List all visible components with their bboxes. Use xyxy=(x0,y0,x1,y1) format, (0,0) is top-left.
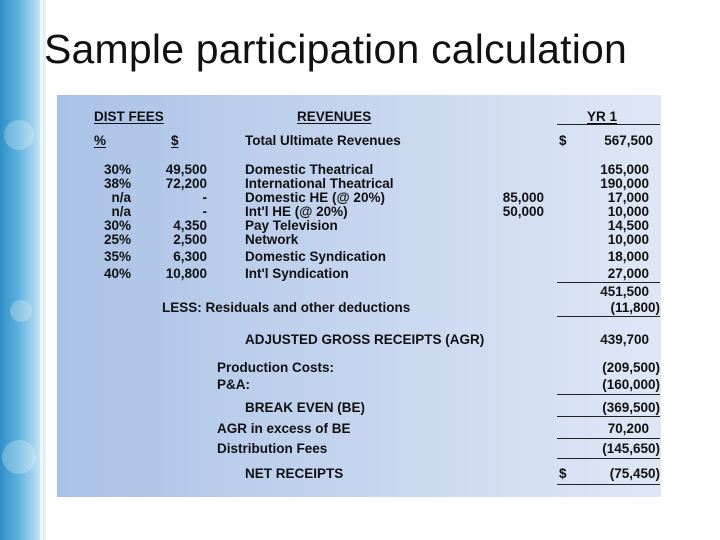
row-value: 10,000 xyxy=(607,204,649,219)
header-dist-fees: DIST FEES xyxy=(94,109,164,124)
distribution-fees-rule xyxy=(557,438,660,439)
row-value: 165,000 xyxy=(600,162,649,177)
row-pct: 30% xyxy=(103,162,131,177)
left-decorative-band xyxy=(0,0,46,540)
row-fee: - xyxy=(202,204,207,219)
row-label: International Theatrical xyxy=(245,176,394,191)
header-revenues: REVENUES xyxy=(297,109,372,124)
agr-label: ADJUSTED GROSS RECEIPTS (AGR) xyxy=(245,332,485,347)
row-mid: 85,000 xyxy=(502,190,544,205)
net-value: (75,450) xyxy=(609,466,660,481)
production-costs-label: Production Costs: xyxy=(217,360,334,375)
less-value: (11,800) xyxy=(610,300,660,315)
pa-label: P&A: xyxy=(217,377,250,392)
break-even-value: (369,500) xyxy=(602,400,660,415)
row-pct: 25% xyxy=(103,232,131,247)
row-pct: 30% xyxy=(103,218,131,233)
row-value: 10,000 xyxy=(607,232,649,247)
participation-table xyxy=(57,95,661,497)
row-value: 14,500 xyxy=(607,218,649,233)
row-fee: 2,500 xyxy=(173,232,207,247)
total-value: 567,500 xyxy=(604,133,653,148)
pa-value: (160,000) xyxy=(602,377,660,392)
total-currency: $ xyxy=(559,133,567,148)
agr-excess-label: AGR in excess of BE xyxy=(217,421,351,436)
row-label: Domestic Syndication xyxy=(245,249,387,264)
row-label: Domestic HE (@ 20%) xyxy=(245,190,385,205)
row-pct: 35% xyxy=(103,249,131,264)
net-currency: $ xyxy=(559,466,567,481)
total-label: Total Ultimate Revenues xyxy=(245,133,401,148)
row-label: Int'l Syndication xyxy=(245,266,349,281)
row-pct: n/a xyxy=(111,204,131,219)
header-dollar: $ xyxy=(171,133,179,148)
row-value: 27,000 xyxy=(607,266,649,281)
header-yr1: YR 1 xyxy=(587,109,618,124)
row-value: 190,000 xyxy=(600,176,649,191)
row-fee: 72,200 xyxy=(165,176,207,191)
agr-value: 439,700 xyxy=(600,332,649,347)
header-yr1-rule xyxy=(557,124,660,125)
pa-rule xyxy=(557,394,660,395)
row-label: Int'l HE (@ 20%) xyxy=(245,204,348,219)
less-rule xyxy=(557,316,660,317)
net-rule xyxy=(557,484,660,485)
row-value: 18,000 xyxy=(607,249,649,264)
row-pct: 38% xyxy=(103,176,131,191)
row-value: 17,000 xyxy=(607,190,649,205)
slide-title: Sample participation calculation xyxy=(44,26,628,72)
row-fee: 6,300 xyxy=(173,249,207,264)
decorative-bubble xyxy=(10,300,32,322)
decorative-bubble xyxy=(4,120,34,150)
distribution-fees-rule-lower xyxy=(557,458,660,459)
production-costs-value: (209,500) xyxy=(602,360,660,375)
break-even-rule xyxy=(557,416,660,417)
subtotal-rule xyxy=(557,282,660,283)
row-fee: 49,500 xyxy=(165,162,207,177)
subtotal-value: 451,500 xyxy=(600,284,649,299)
row-pct: n/a xyxy=(111,190,131,205)
distribution-fees-label: Distribution Fees xyxy=(217,441,328,456)
less-label: LESS: Residuals and other deductions xyxy=(162,300,411,315)
row-label: Pay Television xyxy=(245,218,338,233)
row-fee: - xyxy=(202,190,207,205)
agr-excess-value: 70,200 xyxy=(607,421,649,436)
row-mid: 50,000 xyxy=(502,204,544,219)
row-fee: 10,800 xyxy=(165,266,207,281)
row-fee: 4,350 xyxy=(173,218,207,233)
break-even-label: BREAK EVEN (BE) xyxy=(245,400,366,415)
row-label: Domestic Theatrical xyxy=(245,162,374,177)
row-label: Network xyxy=(245,232,299,247)
distribution-fees-value: (145,650) xyxy=(602,441,660,456)
header-pct: % xyxy=(94,133,107,148)
row-pct: 40% xyxy=(103,266,131,281)
net-label: NET RECEIPTS xyxy=(245,466,344,481)
decorative-bubble xyxy=(2,440,36,474)
